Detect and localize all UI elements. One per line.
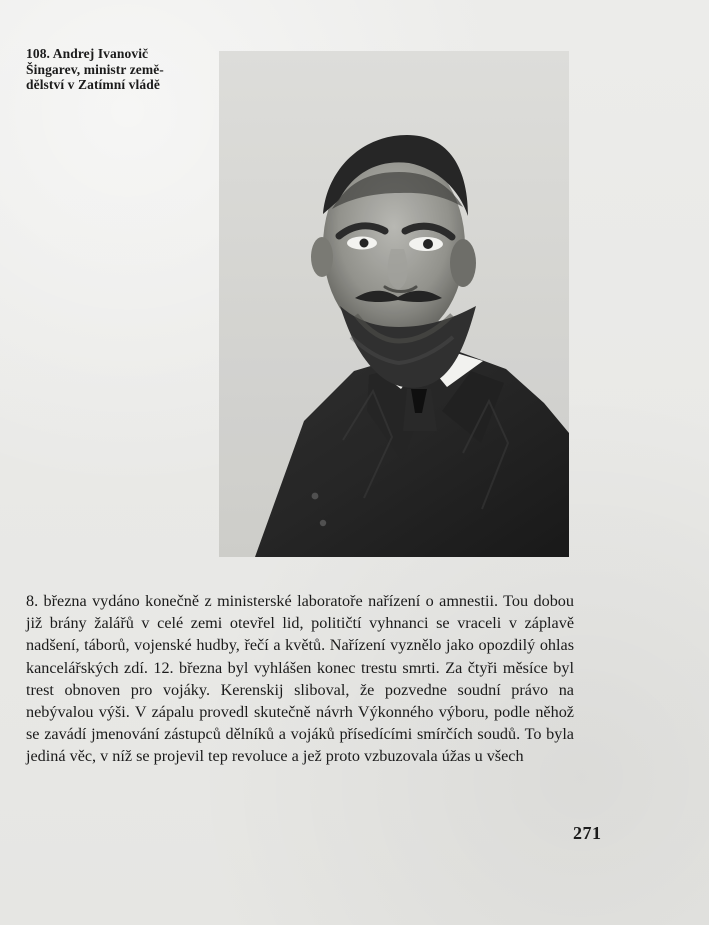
article-body xyxy=(26,590,574,768)
portrait-image xyxy=(219,51,569,557)
page-number: 271 xyxy=(573,823,602,843)
photo-caption: 108. Andrej Ivanovič Šingarev, ministr země- dělství v Zatímní vládě xyxy=(26,46,164,92)
body-paragraph: 8. března vydáno konečně z ministerské laboratoře nařízení o amnestii. Tou dobou již brány žalářů v celé zemi otevřel lid, političtí vyhnanci se vraceli v záplavě nadšení, táborů, vojenské hudby, řečí a květů. Nařízení vyznělo jako opozdilý ohlas kancelářských zdí. 12. března byl vyhlášen konec trestu smrti. Za čtyři měsíce byl trest obnoven pro vojáky. Kerenskij sliboval, že pozvedne soudní právo na nebývalou výši. V zápalu provedl skutečně návrh Výkonného výboru, podle něhož se zavádí jmenování zástupců dělníků a vojáků přísedícími smírčích soudů. To byla jediná věc, v níž se projevil tep revoluce a jež proto vzbuzovala úžas u všech xyxy=(26,592,574,766)
portrait-photo xyxy=(219,51,569,557)
